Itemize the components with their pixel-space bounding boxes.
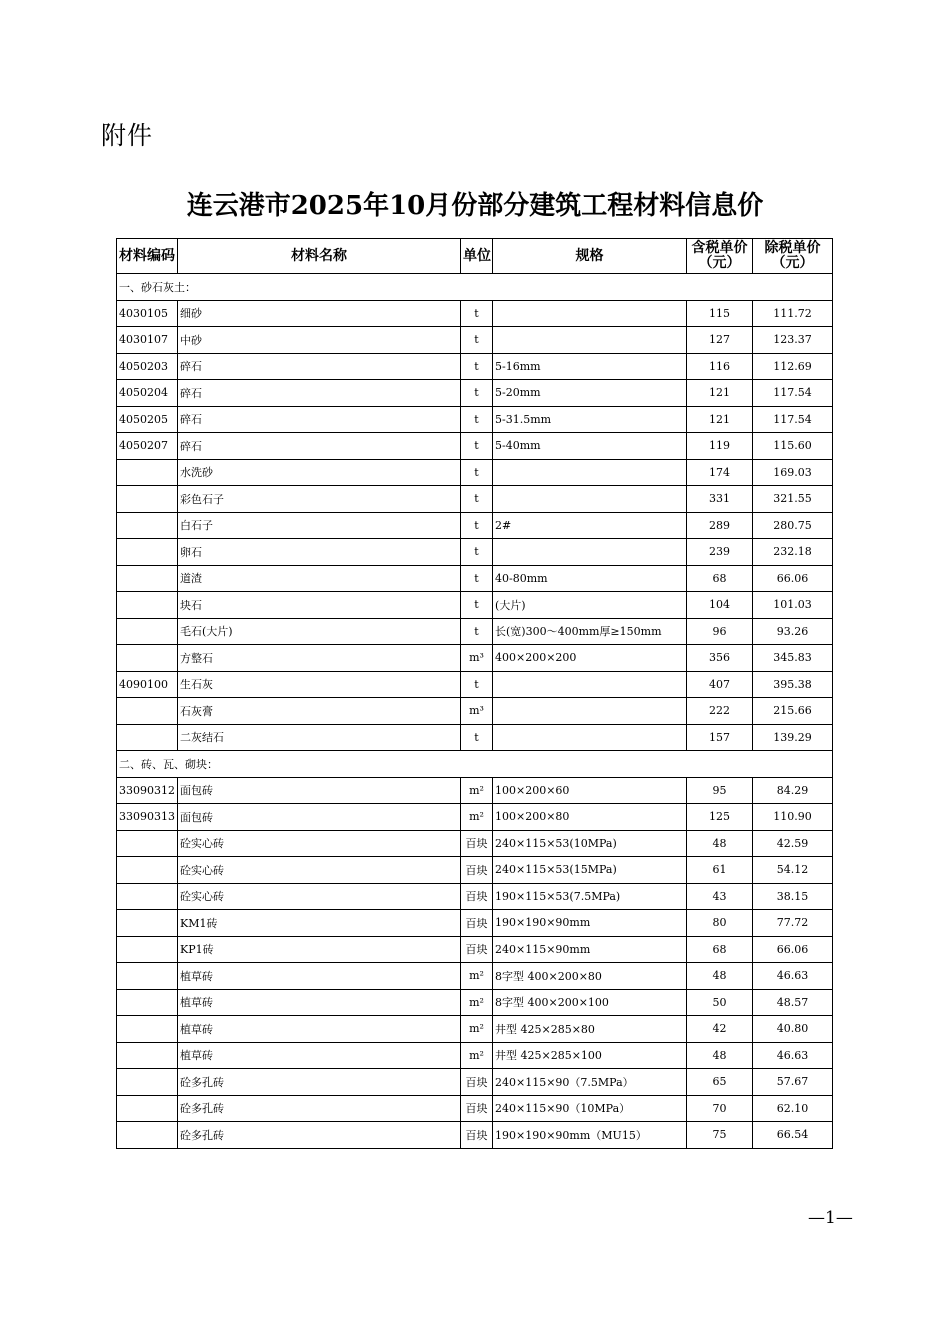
unit-cell: m² — [461, 777, 493, 804]
material-name-cell: 中砂 — [178, 327, 461, 354]
specification-cell: 190×190×90mm（MU15） — [493, 1122, 687, 1149]
unit-cell: m² — [461, 804, 493, 831]
unit-cell: 百块 — [461, 1095, 493, 1122]
price-without-tax-cell: 345.83 — [753, 645, 833, 672]
price-without-tax-cell: 117.54 — [753, 380, 833, 407]
price-with-tax-cell: 121 — [687, 380, 753, 407]
unit-cell: m² — [461, 1016, 493, 1043]
table-row — [117, 406, 833, 433]
price-without-tax-cell: 232.18 — [753, 539, 833, 566]
material-code-cell — [117, 1016, 178, 1043]
table-row — [117, 645, 833, 672]
table-row — [117, 671, 833, 698]
table-row — [117, 592, 833, 619]
price-with-tax-cell: 174 — [687, 459, 753, 486]
price-without-tax-cell: 46.63 — [753, 963, 833, 990]
table-row — [117, 698, 833, 725]
unit-cell: t — [461, 459, 493, 486]
table-row — [117, 883, 833, 910]
material-name-cell: 植草砖 — [178, 1042, 461, 1069]
header-name: 材料名称 — [178, 239, 461, 274]
table-row — [117, 1042, 833, 1069]
specification-cell: 2# — [493, 512, 687, 539]
price-with-tax-cell: 127 — [687, 327, 753, 354]
material-code-cell — [117, 512, 178, 539]
price-without-tax-cell: 77.72 — [753, 910, 833, 937]
price-with-tax-cell: 289 — [687, 512, 753, 539]
specification-cell — [493, 459, 687, 486]
header-price-without-tax: 除税单价（元） — [753, 239, 833, 274]
table-row — [117, 724, 833, 751]
price-without-tax-cell: 57.67 — [753, 1069, 833, 1096]
unit-cell: 百块 — [461, 936, 493, 963]
price-without-tax-cell: 66.06 — [753, 565, 833, 592]
material-name-cell: 面包砖 — [178, 777, 461, 804]
material-code-cell — [117, 592, 178, 619]
section-title: 二、砖、瓦、砌块： — [117, 751, 833, 778]
material-name-cell: 植草砖 — [178, 1016, 461, 1043]
material-code-cell — [117, 618, 178, 645]
price-table — [116, 238, 833, 1149]
unit-cell: t — [461, 486, 493, 513]
material-name-cell: 生石灰 — [178, 671, 461, 698]
unit-cell: t — [461, 671, 493, 698]
material-name-cell: 砼实心砖 — [178, 830, 461, 857]
price-with-tax-cell: 70 — [687, 1095, 753, 1122]
specification-cell: 长(宽)300～400mm厚≥150mm — [493, 618, 687, 645]
unit-cell: t — [461, 406, 493, 433]
material-code-cell — [117, 645, 178, 672]
price-with-tax-cell: 116 — [687, 353, 753, 380]
specification-cell: 5-16mm — [493, 353, 687, 380]
specification-cell: 5-20mm — [493, 380, 687, 407]
material-code-cell: 4050203 — [117, 353, 178, 380]
unit-cell: t — [461, 618, 493, 645]
material-code-cell — [117, 724, 178, 751]
table-row — [117, 830, 833, 857]
attachment-label: 附件 — [101, 121, 154, 150]
specification-cell — [493, 724, 687, 751]
material-code-cell — [117, 857, 178, 884]
unit-cell: m³ — [461, 698, 493, 725]
price-without-tax-cell: 101.03 — [753, 592, 833, 619]
material-code-cell: 33090312 — [117, 777, 178, 804]
unit-cell: m² — [461, 989, 493, 1016]
table-row — [117, 963, 833, 990]
unit-cell: 百块 — [461, 1122, 493, 1149]
specification-cell: (大片) — [493, 592, 687, 619]
price-with-tax-cell: 96 — [687, 618, 753, 645]
header-price-with-tax: 含税单价（元） — [687, 239, 753, 274]
price-with-tax-cell: 48 — [687, 830, 753, 857]
specification-cell: 井型 425×285×80 — [493, 1016, 687, 1043]
material-name-cell: 块石 — [178, 592, 461, 619]
specification-cell: 240×115×90（10MPa） — [493, 1095, 687, 1122]
specification-cell: 5-31.5mm — [493, 406, 687, 433]
price-without-tax-cell: 117.54 — [753, 406, 833, 433]
material-name-cell: 碎石 — [178, 380, 461, 407]
material-code-cell — [117, 698, 178, 725]
table-row — [117, 327, 833, 354]
specification-cell: 100×200×80 — [493, 804, 687, 831]
unit-cell: 百块 — [461, 830, 493, 857]
header-unit: 单位 — [461, 239, 493, 274]
table-row — [117, 486, 833, 513]
material-name-cell: 砼实心砖 — [178, 883, 461, 910]
table-row — [117, 300, 833, 327]
material-name-cell: KP1砖 — [178, 936, 461, 963]
price-with-tax-cell: 65 — [687, 1069, 753, 1096]
material-name-cell: 毛石(大片) — [178, 618, 461, 645]
material-code-cell — [117, 830, 178, 857]
price-without-tax-cell: 169.03 — [753, 459, 833, 486]
table-row — [117, 910, 833, 937]
material-code-cell: 4030105 — [117, 300, 178, 327]
material-code-cell — [117, 963, 178, 990]
table-row — [117, 989, 833, 1016]
material-code-cell — [117, 486, 178, 513]
specification-cell: 井型 425×285×100 — [493, 1042, 687, 1069]
material-code-cell — [117, 1122, 178, 1149]
price-with-tax-cell: 121 — [687, 406, 753, 433]
material-code-cell: 4050205 — [117, 406, 178, 433]
price-with-tax-cell: 50 — [687, 989, 753, 1016]
unit-cell: m² — [461, 1042, 493, 1069]
price-with-tax-cell: 68 — [687, 936, 753, 963]
unit-cell: t — [461, 539, 493, 566]
unit-cell: m² — [461, 963, 493, 990]
document-title: 连云港市2025年10月份部分建筑工程材料信息价 — [186, 191, 764, 221]
specification-cell: 240×115×53(10MPa) — [493, 830, 687, 857]
specification-cell: 100×200×60 — [493, 777, 687, 804]
table-row — [117, 539, 833, 566]
material-name-cell: 卵石 — [178, 539, 461, 566]
table-row — [117, 1069, 833, 1096]
unit-cell: 百块 — [461, 857, 493, 884]
unit-cell: t — [461, 724, 493, 751]
material-name-cell: 面包砖 — [178, 804, 461, 831]
price-with-tax-cell: 95 — [687, 777, 753, 804]
unit-cell: t — [461, 592, 493, 619]
price-without-tax-cell: 123.37 — [753, 327, 833, 354]
price-with-tax-cell: 68 — [687, 565, 753, 592]
price-with-tax-cell: 407 — [687, 671, 753, 698]
specification-cell: 190×115×53(7.5MPa) — [493, 883, 687, 910]
price-without-tax-cell: 280.75 — [753, 512, 833, 539]
specification-cell — [493, 327, 687, 354]
price-with-tax-cell: 125 — [687, 804, 753, 831]
material-code-cell — [117, 539, 178, 566]
material-name-cell: 碎石 — [178, 353, 461, 380]
material-name-cell: 二灰结石 — [178, 724, 461, 751]
material-name-cell: 砼多孔砖 — [178, 1122, 461, 1149]
unit-cell: t — [461, 433, 493, 460]
section-title: 一、砂石灰土： — [117, 274, 833, 301]
material-code-cell — [117, 1069, 178, 1096]
specification-cell: 240×115×90（7.5MPa） — [493, 1069, 687, 1096]
material-code-cell — [117, 1095, 178, 1122]
unit-cell: t — [461, 380, 493, 407]
price-without-tax-cell: 66.06 — [753, 936, 833, 963]
material-name-cell: 白石子 — [178, 512, 461, 539]
price-with-tax-cell: 80 — [687, 910, 753, 937]
price-with-tax-cell: 42 — [687, 1016, 753, 1043]
table-row — [117, 380, 833, 407]
price-with-tax-cell: 43 — [687, 883, 753, 910]
unit-cell: t — [461, 300, 493, 327]
price-without-tax-cell: 110.90 — [753, 804, 833, 831]
table-row — [117, 512, 833, 539]
table-row — [117, 353, 833, 380]
specification-cell: 240×115×53(15MPa) — [493, 857, 687, 884]
price-with-tax-cell: 115 — [687, 300, 753, 327]
material-name-cell: KM1砖 — [178, 910, 461, 937]
specification-cell — [493, 671, 687, 698]
specification-cell — [493, 698, 687, 725]
price-with-tax-cell: 75 — [687, 1122, 753, 1149]
specification-cell: 8字型 400×200×80 — [493, 963, 687, 990]
material-code-cell: 4090100 — [117, 671, 178, 698]
material-name-cell: 方整石 — [178, 645, 461, 672]
unit-cell: 百块 — [461, 1069, 493, 1096]
material-code-cell — [117, 459, 178, 486]
specification-cell: 190×190×90mm — [493, 910, 687, 937]
unit-cell: 百块 — [461, 883, 493, 910]
price-without-tax-cell: 395.38 — [753, 671, 833, 698]
table-row — [117, 565, 833, 592]
price-with-tax-cell: 61 — [687, 857, 753, 884]
table-row — [117, 777, 833, 804]
material-code-cell — [117, 565, 178, 592]
specification-cell: 8字型 400×200×100 — [493, 989, 687, 1016]
unit-cell: t — [461, 353, 493, 380]
table-row — [117, 1016, 833, 1043]
price-without-tax-cell: 111.72 — [753, 300, 833, 327]
specification-cell — [493, 300, 687, 327]
unit-cell: 百块 — [461, 910, 493, 937]
material-code-cell: 4050204 — [117, 380, 178, 407]
price-with-tax-cell: 48 — [687, 963, 753, 990]
price-without-tax-cell: 93.26 — [753, 618, 833, 645]
material-name-cell: 植草砖 — [178, 989, 461, 1016]
price-without-tax-cell: 215.66 — [753, 698, 833, 725]
material-name-cell: 道渣 — [178, 565, 461, 592]
material-code-cell: 33090313 — [117, 804, 178, 831]
price-with-tax-cell: 331 — [687, 486, 753, 513]
price-with-tax-cell: 157 — [687, 724, 753, 751]
material-code-cell: 4030107 — [117, 327, 178, 354]
material-name-cell: 碎石 — [178, 433, 461, 460]
price-without-tax-cell: 66.54 — [753, 1122, 833, 1149]
table-row — [117, 618, 833, 645]
header-code: 材料编码 — [117, 239, 178, 274]
price-without-tax-cell: 84.29 — [753, 777, 833, 804]
material-name-cell: 砼多孔砖 — [178, 1069, 461, 1096]
material-name-cell: 砼实心砖 — [178, 857, 461, 884]
price-without-tax-cell: 40.80 — [753, 1016, 833, 1043]
table-row — [117, 1095, 833, 1122]
table-row — [117, 433, 833, 460]
specification-cell: 5-40mm — [493, 433, 687, 460]
unit-cell: m³ — [461, 645, 493, 672]
unit-cell: t — [461, 327, 493, 354]
specification-cell: 40-80mm — [493, 565, 687, 592]
unit-cell: t — [461, 512, 493, 539]
specification-cell — [493, 486, 687, 513]
price-without-tax-cell: 112.69 — [753, 353, 833, 380]
price-without-tax-cell: 115.60 — [753, 433, 833, 460]
specification-cell — [493, 539, 687, 566]
section-header-row — [117, 274, 833, 301]
material-name-cell: 水洗砂 — [178, 459, 461, 486]
price-without-tax-cell: 38.15 — [753, 883, 833, 910]
table-header-row — [117, 239, 833, 274]
price-without-tax-cell: 321.55 — [753, 486, 833, 513]
material-name-cell: 砼多孔砖 — [178, 1095, 461, 1122]
table-row — [117, 459, 833, 486]
header-spec: 规格 — [493, 239, 687, 274]
price-without-tax-cell: 62.10 — [753, 1095, 833, 1122]
material-name-cell: 彩色石子 — [178, 486, 461, 513]
price-without-tax-cell: 54.12 — [753, 857, 833, 884]
unit-cell: t — [461, 565, 493, 592]
material-name-cell: 细砂 — [178, 300, 461, 327]
price-with-tax-cell: 239 — [687, 539, 753, 566]
price-without-tax-cell: 46.63 — [753, 1042, 833, 1069]
price-without-tax-cell: 139.29 — [753, 724, 833, 751]
price-without-tax-cell: 48.57 — [753, 989, 833, 1016]
table-row — [117, 936, 833, 963]
table-row — [117, 857, 833, 884]
specification-cell: 400×200×200 — [493, 645, 687, 672]
material-name-cell: 石灰膏 — [178, 698, 461, 725]
table-row — [117, 1122, 833, 1149]
material-name-cell: 碎石 — [178, 406, 461, 433]
material-code-cell — [117, 1042, 178, 1069]
price-with-tax-cell: 48 — [687, 1042, 753, 1069]
table-row — [117, 804, 833, 831]
price-with-tax-cell: 222 — [687, 698, 753, 725]
price-with-tax-cell: 119 — [687, 433, 753, 460]
material-code-cell — [117, 883, 178, 910]
material-code-cell — [117, 989, 178, 1016]
page-number: —1— — [808, 1208, 853, 1228]
specification-cell: 240×115×90mm — [493, 936, 687, 963]
price-with-tax-cell: 356 — [687, 645, 753, 672]
material-code-cell: 4050207 — [117, 433, 178, 460]
section-header-row — [117, 751, 833, 778]
material-code-cell — [117, 936, 178, 963]
price-without-tax-cell: 42.59 — [753, 830, 833, 857]
price-with-tax-cell: 104 — [687, 592, 753, 619]
material-code-cell — [117, 910, 178, 937]
material-name-cell: 植草砖 — [178, 963, 461, 990]
